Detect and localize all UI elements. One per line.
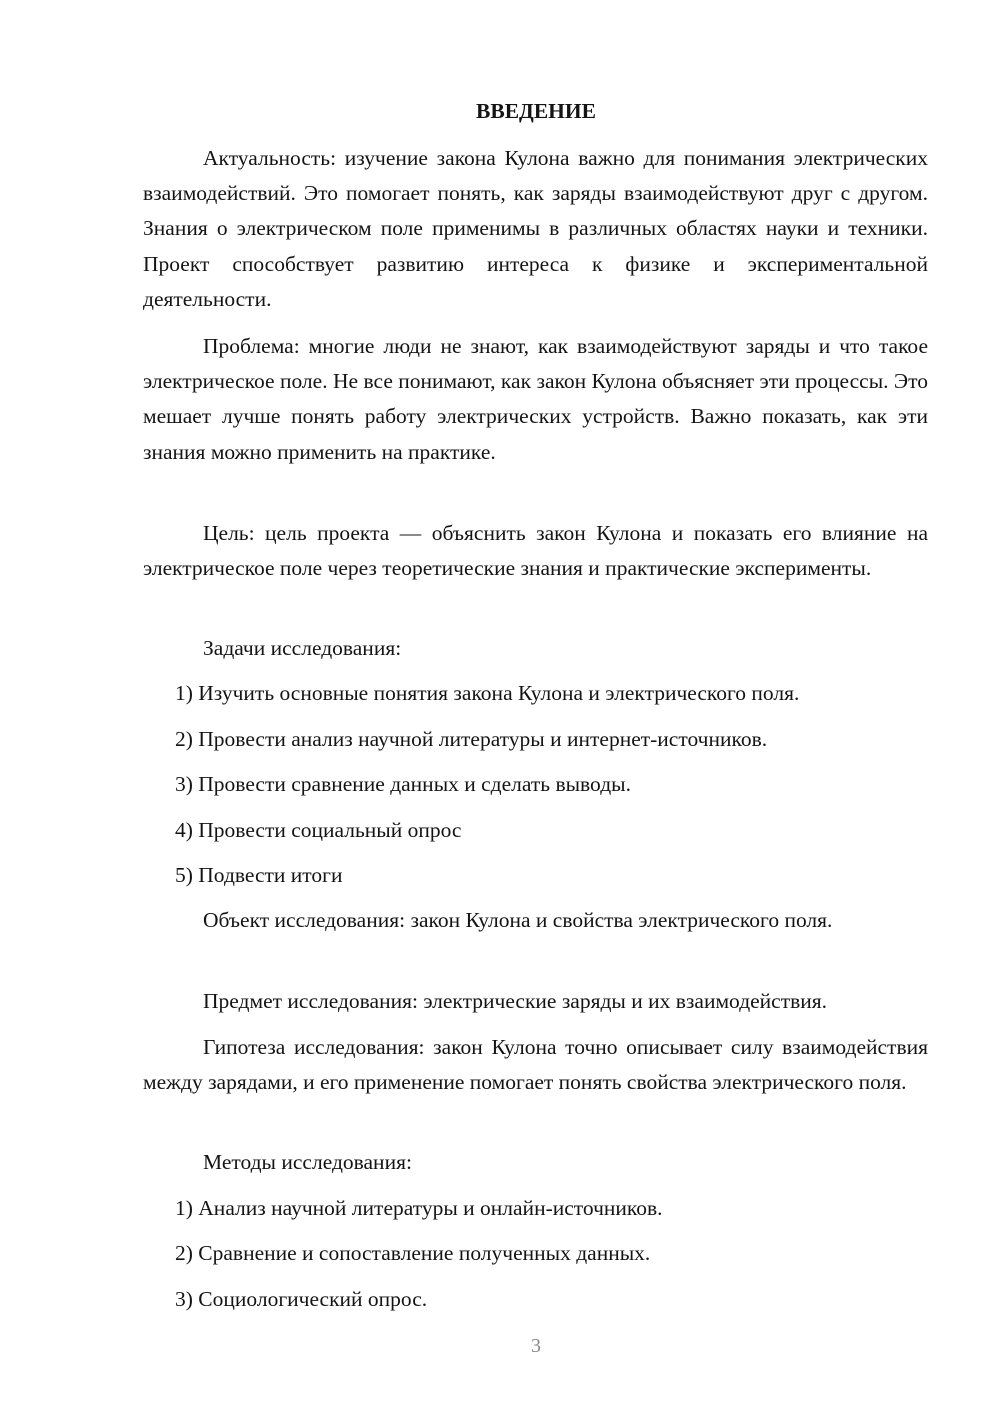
problem-paragraph: Проблема: многие люди не знают, как взаимодействуют заряды и что такое электрическое поле. Не все понимают, как закон Кулона объясняет эти процессы. Это мешает лучше понять работу электрических устройств. Важно показать, как эти знания можно применить на практике. bbox=[143, 334, 928, 464]
task-item: 4) Провести социальный опрос bbox=[175, 818, 462, 842]
task-item: 3) Провести сравнение данных и сделать выводы. bbox=[175, 772, 631, 796]
task-item: 5) Подвести итоги bbox=[175, 863, 343, 887]
subject-paragraph: Предмет исследования: электрические заряды и их взаимодействия. bbox=[203, 989, 828, 1013]
methods-heading: Методы исследования: bbox=[203, 1150, 412, 1174]
page-number: 3 bbox=[531, 1335, 541, 1357]
task-item: 2) Провести анализ научной литературы и интернет-источников. bbox=[175, 727, 768, 751]
goal-paragraph: Цель: цель проекта — объяснить закон Кулона и показать его влияние на электрическое поле через теоретические знания и практические эксперименты. bbox=[143, 521, 928, 581]
hypothesis-paragraph: Гипотеза исследования: закон Кулона точно описывает силу взаимодействия между зарядами, и его применение помогает понять свойства электрического поля. bbox=[143, 1035, 928, 1095]
relevance-paragraph: Актуальность: изучение закона Кулона важно для понимания электрических взаимодействий. Это помогает понять, как заряды взаимодействуют друг с другом. Знания о электрическом поле применимы в различных областях науки и техники. Проект способствует развитию интереса к физике и экспериментальной деятельности. bbox=[143, 146, 928, 311]
tasks-heading: Задачи исследования: bbox=[203, 636, 402, 660]
object-paragraph: Объект исследования: закон Кулона и свойства электрического поля. bbox=[203, 908, 833, 932]
task-item: 1) Изучить основные понятия закона Кулона и электрического поля. bbox=[175, 681, 800, 705]
method-item: 3) Социологический опрос. bbox=[175, 1287, 428, 1311]
page-title: ВВЕДЕНИЕ bbox=[476, 99, 596, 123]
method-item: 1) Анализ научной литературы и онлайн-источников. bbox=[175, 1196, 663, 1220]
method-item: 2) Сравнение и сопоставление полученных данных. bbox=[175, 1241, 651, 1265]
